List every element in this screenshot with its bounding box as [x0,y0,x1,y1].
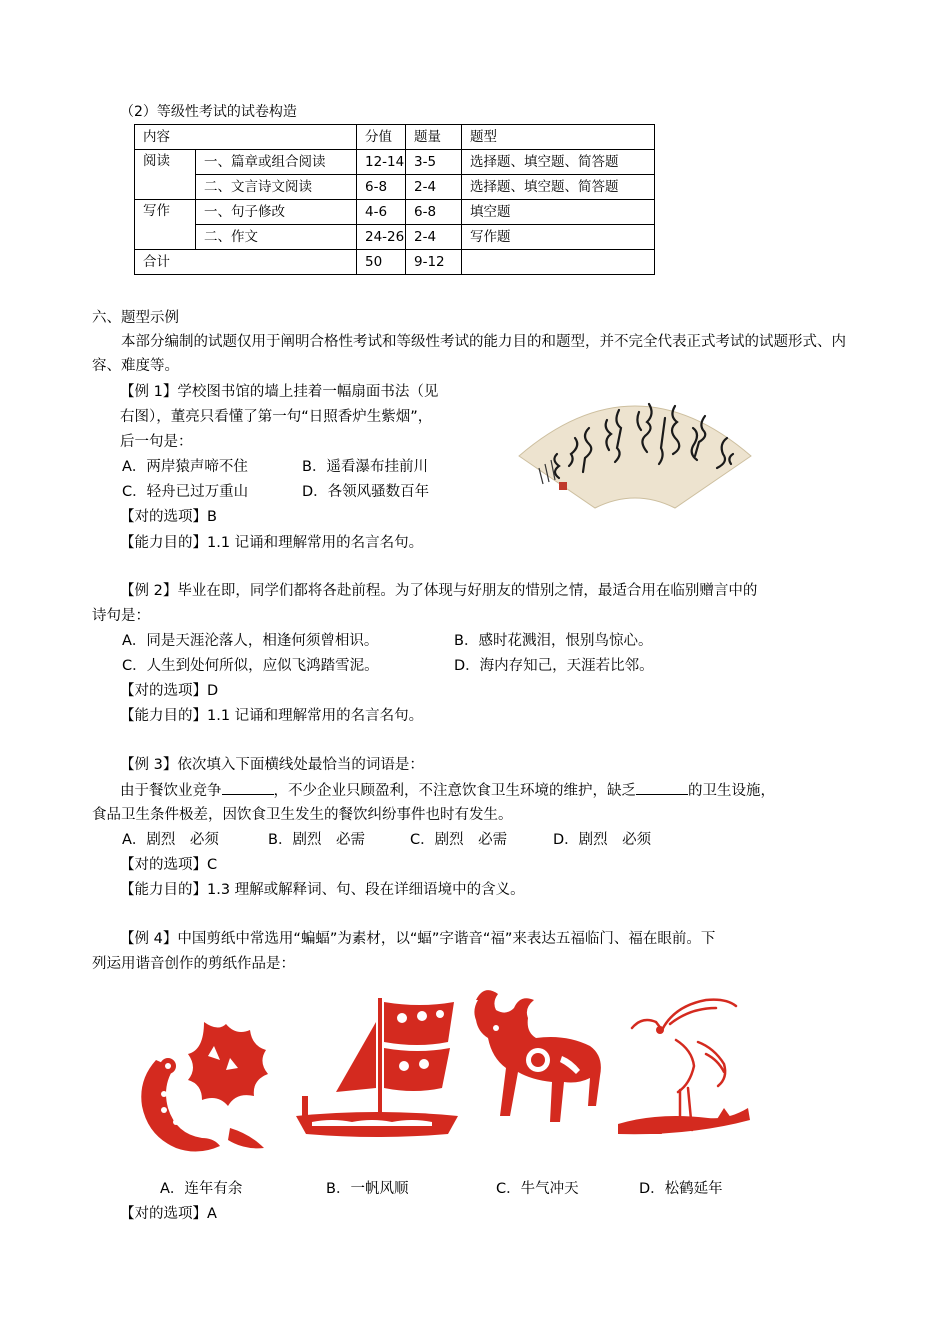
ex1-line3: 后一句是： [120,434,193,450]
row-score: 24-26 [357,225,406,250]
exam-structure-table [134,124,655,275]
ex2-answer: 【对的选项】D [120,683,219,699]
ex3-passage-part-c: 的卫生设施， [688,783,775,799]
ex2-option-b: B．感时花溅泪，恨别鸟惊心。 [454,633,653,649]
ex3-passage-part-b: ，不少企业只顾盈利，不注意饮食卫生环境的维护，缺乏 [273,783,636,799]
row-type: 选择题、填空题、简答题 [462,175,655,200]
ex1-option-c: C．轻舟已过万重山 [122,484,249,500]
table-title: （2）等级性考试的试卷构造 [120,104,297,120]
table-row [135,150,655,175]
ex3-passage-part-a: 由于餐饮业竞争 [120,783,222,799]
ex2-line1: 【例 2】毕业在即，同学们都将各赴前程。为了体现与好朋友的惜别之情，最适合用在临别赠言中的 [120,583,758,599]
ex3-option-a: A．剧烈 必须 [122,832,219,848]
ex1-ability: 【能力目的】1.1 记诵和理解常用的名言名句。 [120,535,424,551]
row-item: 一、句子修改 [196,200,357,225]
fan-calligraphy-image [515,376,755,514]
ex3-line1: 【例 3】依次填入下面横线处最恰当的词语是： [120,757,424,773]
total-count: 9-12 [406,250,462,275]
section-heading: 六、题型示例 [92,310,179,326]
row-score: 12-14 [357,150,406,175]
header-type: 题型 [462,125,655,150]
total-type-empty [462,250,655,275]
ex2-option-d: D．海内存知己，天涯若比邻。 [454,658,654,674]
table-row [135,225,655,250]
row-item: 二、作文 [196,225,357,250]
ex4-option-a: A．连年有余 [160,1181,243,1197]
blank-line-1 [222,779,274,795]
row-item: 一、篇章或组合阅读 [196,150,357,175]
ex2-option-a: A．同是天涯沦落人，相逢何须曾相识。 [122,633,379,649]
row-count: 2-4 [406,175,462,200]
blank-line-2 [636,779,688,795]
header-content: 内容 [135,125,357,150]
row-type: 填空题 [462,200,655,225]
ex1-answer: 【对的选项】B [120,509,217,525]
ex4-line2: 列运用谐音创作的剪纸作品是： [92,956,295,972]
row-count: 6-8 [406,200,462,225]
ex2-line2: 诗句是： [92,608,150,624]
table-header-row [135,125,655,150]
ex3-option-b: B．剧烈 必需 [268,832,365,848]
row-count: 3-5 [406,150,462,175]
ex2-option-c: C．人生到处何所似，应似飞鸿踏雪泥。 [122,658,379,674]
row-type: 选择题、填空题、简答题 [462,150,655,175]
row-category: 写作 [135,200,196,250]
section-intro: 本部分编制的试题仅用于阐明合格性考试和等级性考试的能力目的和题型，并不完全代表正式考试的试题形式、内容、难度等。 [92,334,846,374]
ex3-passage-line1 [120,779,775,802]
papercut-fish-lotus-image [134,1016,274,1154]
table-total-row [135,250,655,275]
ex3-ability: 【能力目的】1.3 理解或解释词、句、段在详细语境中的含义。 [120,882,525,898]
ex3-option-d: D．剧烈 必须 [553,832,652,848]
ex3-passage-line2: 食品卫生条件极差，因饮食卫生发生的餐饮纠纷事件也时有发生。 [92,807,513,823]
ex4-option-d: D．松鹤延年 [639,1181,723,1197]
ex3-answer: 【对的选项】C [120,857,218,873]
ex4-option-c: C．牛气冲天 [496,1181,579,1197]
header-score: 分值 [357,125,406,150]
ex3-option-c: C．剧烈 必需 [410,832,508,848]
row-item: 二、文言诗文阅读 [196,175,357,200]
header-count: 题量 [406,125,462,150]
papercut-ox-image [466,980,610,1148]
ex4-line1: 【例 4】中国剪纸中常选用“蝙蝠”为素材，以“蝠”字谐音“福”来表达五福临门、福在眼前。下 [120,931,716,947]
row-category: 阅读 [135,150,196,200]
ex1-line1: 【例 1】学校图书馆的墙上挂着一幅扇面书法（见 [120,384,439,400]
row-score: 4-6 [357,200,406,225]
row-score: 6-8 [357,175,406,200]
ex1-option-a: A．两岸猿声啼不住 [122,459,248,475]
ex1-line2: 右图），董亮只看懂了第一句“日照香炉生紫烟”， [120,409,433,425]
total-label: 合计 [135,250,357,275]
total-score: 50 [357,250,406,275]
row-count: 2-4 [406,225,462,250]
table-row [135,175,655,200]
ex4-answer: 【对的选项】A [120,1206,217,1222]
ex1-option-d: D．各领风骚数百年 [302,484,430,500]
ex4-option-b: B．一帆风顺 [326,1181,409,1197]
ex1-option-b: B．遥看瀑布挂前川 [302,459,428,475]
ex2-ability: 【能力目的】1.1 记诵和理解常用的名言名句。 [120,708,424,724]
papercut-sailboat-image [292,992,462,1142]
papercut-crane-pine-image [614,984,754,1154]
table-row [135,200,655,225]
row-type: 写作题 [462,225,655,250]
